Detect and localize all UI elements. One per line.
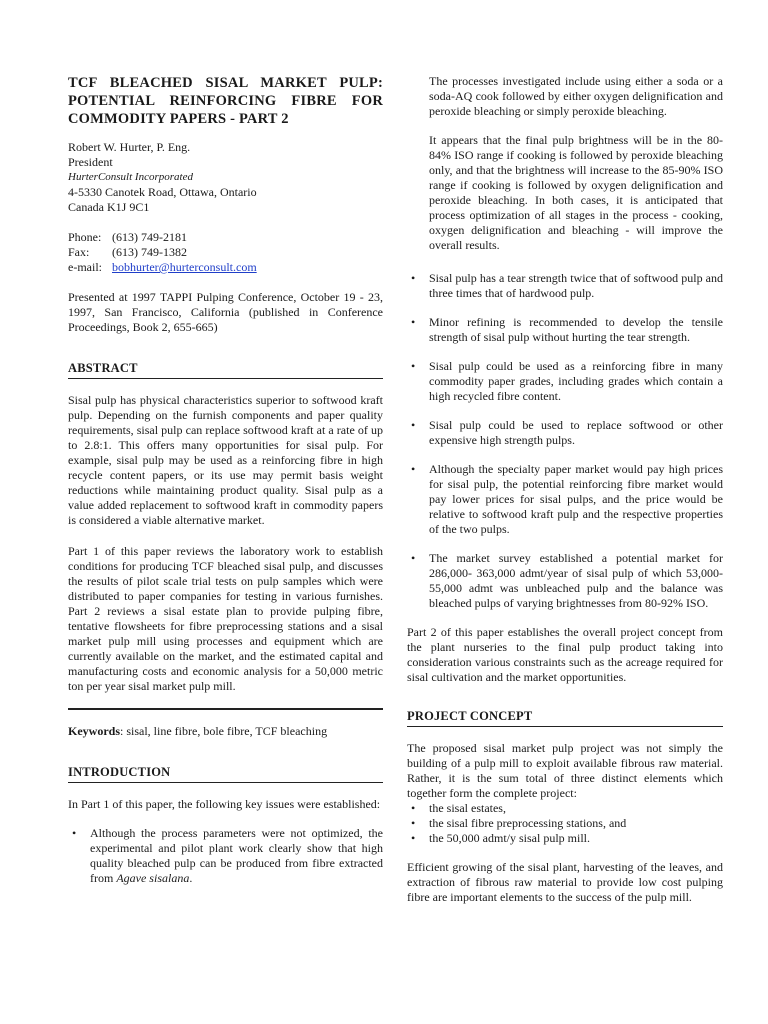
author-address-line2: Canada K1J 9C1 (68, 200, 150, 214)
bullet-dot-icon: • (411, 462, 416, 476)
project-elements-list (407, 801, 723, 846)
intro-bullet-species: Agave sisalana (116, 871, 190, 885)
phone-value: (613) 749-2181 (112, 230, 187, 244)
finding-text: Minor refining is recommended to develop the tensile strength of sisal pulp without hurting the tear strength. (429, 315, 723, 344)
author-role: President (68, 155, 113, 169)
author-company: HurterConsult Incorporated (68, 171, 193, 183)
right-column (407, 74, 723, 905)
abstract-paragraph-1: Sisal pulp has physical characteristics superior to softwood kraft pulp. Depending on the furnish components and paper quality requirements, sisal pulp can replace softwood kraft at a rate of up to 2.8:1. This offers many opportunities for sisal pulp. For example, sisal pulp may be used as a reinforcing fibre in high recycle content papers, or its use may permit basis weight reductions while maintaining product quality. Sisal pulp as a value added replacement to softwood kraft in commodity papers is considered a viable alternative market. (68, 393, 383, 527)
part2-paragraph: Part 2 of this paper establishes the overall project concept from the plant nurseries to the final pulp product taking into consideration various constraints such as the acreage required for sisal cultivation and the market opportunities. (407, 625, 723, 684)
intro-bullet-text: Although the process parameters were not optimized, the experimental and pilot plant work clearly show that high quality bleached pulp can be produced from fibre extracted from (90, 826, 383, 885)
process-paragraph: The processes investigated include using either a soda or a soda-AQ cook followed by either oxygen delignification and peroxide bleaching or simply peroxide bleaching. (429, 74, 723, 118)
bullet-dot-icon: • (411, 816, 416, 830)
list-item (407, 462, 723, 537)
fax-label: Fax: (68, 245, 90, 259)
bullet-dot-icon: • (411, 831, 416, 845)
paper-title: TCF BLEACHED SISAL MARKET PULP: POTENTIAL REINFORCING FIBRE FOR COMMODITY PAPERS - PART 2 (68, 75, 383, 127)
left-column (68, 74, 383, 886)
abstract-heading: ABSTRACT (68, 361, 383, 379)
project-concept-paragraph-1: The proposed sisal market pulp project was not simply the building of a pulp mill to exploit available fibrous raw material. Rather, it is the sum total of three distinct elements which together form the complete project: (407, 741, 723, 800)
bullet-dot-icon: • (411, 271, 416, 285)
list-item (407, 271, 723, 301)
bullet-dot-icon: • (411, 801, 416, 815)
project-concept-paragraph-2: Efficient growing of the sisal plant, harvesting of the leaves, and extraction of fibrous raw material to provide low cost pulping fibre are important elements to the success of the pulp mill. (407, 860, 723, 904)
finding-text: Although the specialty paper market would pay high prices for sisal pulp, the potential reinforcing fibre market would pay lower prices for sisal pulps, and the price would be relative to softwood kraft pulp and the respective properties of the two pulps. (429, 462, 723, 536)
bullet-dot-icon: • (411, 315, 416, 329)
fax-row (68, 245, 383, 260)
introduction-heading: INTRODUCTION (68, 765, 383, 783)
project-element-text: the 50,000 admt/y sisal pulp mill. (429, 831, 590, 845)
brightness-paragraph: It appears that the final pulp brightness will be in the 80-84% ISO range if cooking is followed by peroxide bleaching only, and that the brightness will increase to the 85-90% ISO range if cooking is followed by oxygen delignification and peroxide bleaching. In both cases, it is anticipated that process optimization of all stages in the process - cooking, oxygen delignification and bleaching - will improve the overall results. (429, 133, 723, 252)
project-element-text: the sisal estates, (429, 801, 506, 815)
email-label: e-mail: (68, 260, 102, 274)
author-name: Robert W. Hurter, P. Eng. (68, 140, 191, 154)
keywords-label: Keywords (68, 724, 120, 738)
introduction-lead: In Part 1 of this paper, the following key issues were established: (68, 797, 381, 811)
project-element-text: the sisal fibre preprocessing stations, and (429, 816, 627, 830)
findings-bullet-list (407, 271, 723, 611)
project-concept-heading: PROJECT CONCEPT (407, 709, 723, 727)
introduction-bullet-list (68, 826, 383, 886)
finding-text: Sisal pulp has a tear strength twice that of softwood pulp and three times that of hardwood pulp. (429, 271, 723, 300)
presented-note: Presented at 1997 TAPPI Pulping Conference, October 19 - 23, 1997, San Francisco, California (published in Conference Proceedings, Book 2, 655-665) (68, 290, 383, 334)
list-item (407, 418, 723, 448)
email-row (68, 260, 383, 275)
bullet-dot-icon: • (411, 418, 416, 432)
finding-text: The market survey established a potential market for 286,000- 363,000 admt/year of sisal pulp of which 53,000-55,000 admt was unbleached pulp and the balance was bleached pulps of varying brightnesses from 80-92% ISO. (429, 551, 723, 610)
phone-row (68, 230, 383, 245)
list-item (407, 551, 723, 611)
bullet-dot-icon: • (72, 826, 77, 840)
author-block (68, 140, 383, 215)
abstract-paragraph-2: Part 1 of this paper reviews the laboratory work to establish conditions for producing TCF bleached sisal pulp, and discusses the results of pilot scale trial tests on pulp samples which were distributed to paper companies for testing in various furnishes. Part 2 reviews a sisal estate plan to provide pulping fibre, tentative flowsheets for fibre preprocessing stations and a sisal market pulp mill using processes and equipment which are currently available on the market, and the estimated capital and manufacturing costs and economic analysis for a 50,000 metric ton per year sisal market pulp mill. (68, 544, 383, 693)
keywords-divider (68, 708, 383, 710)
finding-text: Sisal pulp could be used as a reinforcing fibre in many commodity paper grades, including grades which contain a high recycled fibre content. (429, 359, 723, 403)
list-item (407, 315, 723, 345)
bullet-dot-icon: • (411, 551, 416, 565)
list-item (68, 826, 383, 886)
author-address-line1: 4-5330 Canotek Road, Ottawa, Ontario (68, 185, 257, 199)
bullet-dot-icon: • (411, 359, 416, 373)
fax-value: (613) 749-1382 (112, 245, 187, 259)
keywords-line (68, 724, 383, 739)
list-item (407, 359, 723, 404)
intro-bullet-end: . (189, 871, 193, 885)
finding-text: Sisal pulp could be used to replace softwood or other expensive high strength pulps. (429, 418, 723, 447)
contact-block (68, 230, 383, 275)
email-link[interactable]: bobhurter@hurterconsult.com (112, 260, 257, 274)
list-item (407, 816, 723, 831)
phone-label: Phone: (68, 230, 102, 244)
list-item (407, 831, 723, 846)
list-item (407, 801, 723, 816)
keywords-text: : sisal, line fibre, bole fibre, TCF bleaching (120, 724, 328, 738)
